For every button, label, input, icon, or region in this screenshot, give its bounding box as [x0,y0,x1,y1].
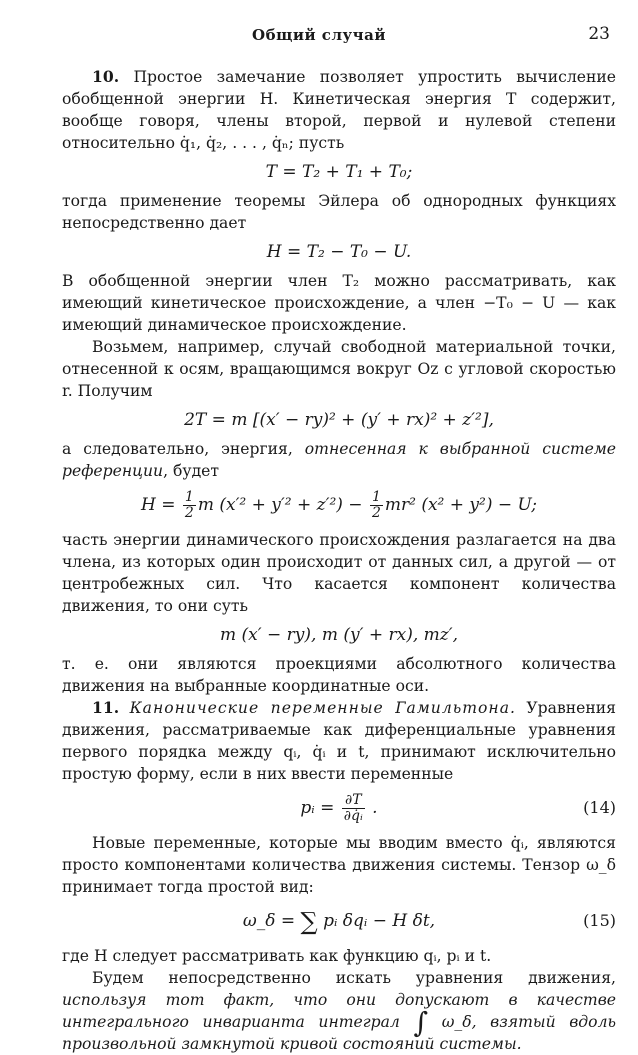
formula-h2-lead: H = [141,495,181,515]
sum-symbol: ∑ [300,907,318,936]
fraction-half-1 [183,490,196,521]
page-number: 23 [588,24,610,44]
section-11-text: Уравнения движения, рассматриваемые как диференциальные уравнения первого порядка между qᵢ, q̇ᵢ и t, принимают исключительно простую форму, если в них ввести переменные [62,699,616,783]
fraction-half-2-denominator: 2 [371,505,381,521]
fraction-half-2 [370,490,383,521]
section-10-text: Простое замечание позволяет упростить вычисление обобщенной энергии H. Кинетическая энергия T содержит, вообще говоря, члены второй, первой и нулевой степени относительно q̇₁, q̇₂, . . . , q̇ₙ; пусть [62,68,616,152]
paragraph-example: Возьмем, например, случай свободной материальной точки, отнесенной к осям, вращающимся вокруг Oz с угловой скоростью r. Получим [62,338,616,400]
formula-h2-tail: mr² (x² + y²) − U; [384,495,537,515]
fraction-half-1-numerator: 1 [184,489,194,505]
integral-symbol: ∫ [413,1005,429,1039]
paragraph-energy-reference [62,438,616,482]
paragraph-hamiltonian-function: где H следует рассматривать как функцию qᵢ, pᵢ и t. [62,946,492,965]
formula-h2-middle: m (x′² + y′² + z′²) − [197,495,368,515]
equation-number-14: (14) [583,798,616,817]
section-10-number: 10. [92,67,120,86]
paragraph-new-variables: Новые переменные, которые мы вводим вместо q̇ᵢ, являются просто компонентами количества движения системы. Тензор ω_δ принимает тогда простой вид: [62,834,616,896]
formula-momenta: m (x′ − ry), m (y′ + rx), mz′, [220,625,458,645]
page-header [0,22,638,50]
page-body [62,66,616,1055]
formula-p-lead: pᵢ = [300,798,340,818]
final-italic-text-2: ω_δ, взятый вдоль произвольной замкнутой кривой состояний системы. [62,1012,616,1053]
running-title: Общий случай [252,26,386,44]
fraction-dT-dq-denominator: ∂q̇ᵢ [343,808,363,824]
section-11-title: Канонические переменные Гамильтона. [129,699,516,717]
energy-lead-text: а следовательно, энергия, [62,440,305,458]
paragraph-generalized-energy: В обобщенной энергии член T₂ можно рассматривать, как имеющий кинетическое происхождение, а член −T₀ − U — как имеющий динамическое происхождение. [62,272,616,334]
formula-p-tail: . [366,798,378,818]
formula-momentum-definition [62,793,616,824]
formula-kinetic-energy: T = T₂ + T₁ + T₀; [265,162,413,182]
paragraph-energy-split: часть энергии динамического происхождения разлагается на два члена, из которых один происходит от данных сил, а другой — от центробежных сил. Что касается компонент количества движения, то они суть [62,531,616,615]
final-lead-text: Будем непосредственно искать уравнения движения, [92,968,616,987]
energy-italic-text: отнесенная к выбранной системе референции [62,440,616,480]
paragraph-projections: т. е. они являются проекциями абсолютного количества движения на выбранные координатные оси. [62,655,616,695]
formula-generalized-energy: H = T₂ − T₀ − U. [266,242,412,262]
section-11-paragraph [62,697,616,785]
formula-energy-rotating [62,490,616,521]
equation-number-15: (15) [583,911,616,930]
fraction-dT-dq [342,793,365,824]
fraction-dT-dq-numerator: ∂T [342,793,365,809]
fraction-half-1-denominator: 2 [184,505,194,521]
fraction-half-2-numerator: 1 [371,489,381,505]
energy-tail-text: , будет [163,462,220,480]
section-10-paragraph [62,66,616,154]
paragraph-euler: тогда применение теоремы Эйлера об однородных функциях непосредственно дает [62,192,616,232]
final-italic-text-1: используя тот факт, что они допускают в качестве интегрального инварианта интеграл [62,990,616,1031]
formula-omega-tensor [62,906,616,937]
section-11-number: 11. [92,698,120,717]
formula-2T: 2T = m [(x′ − ry)² + (y′ + rx)² + z′²], [184,410,494,430]
paragraph-integral-invariant [62,967,616,1055]
formula-omega-tail: pᵢ δqᵢ − H δt, [317,911,436,931]
formula-omega-lead: ω_δ = [242,911,301,931]
